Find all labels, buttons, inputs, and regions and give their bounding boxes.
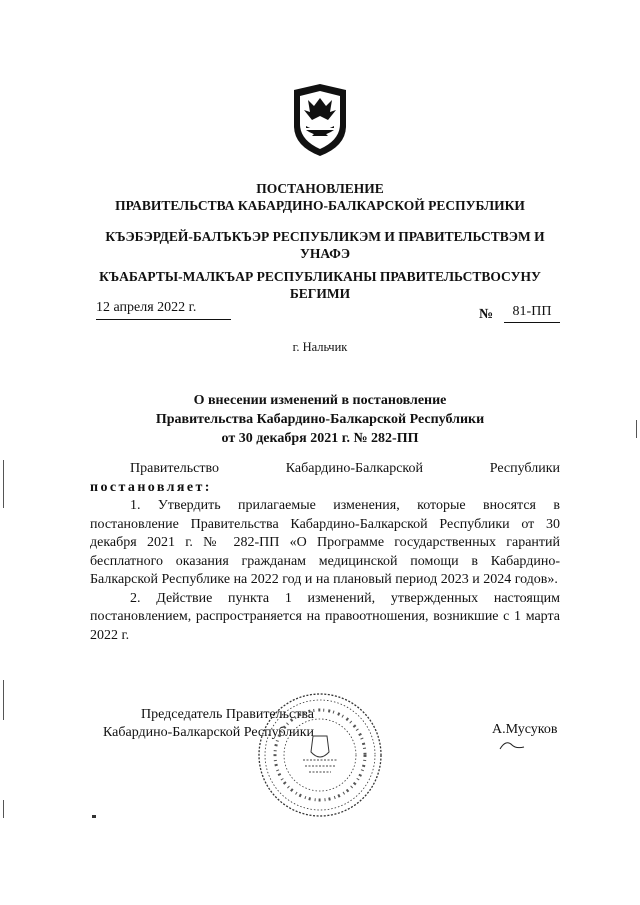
document-subject-line3: от 30 декабря 2021 г. № 282-ПП [221,431,419,446]
document-number-label: № [479,307,494,322]
document-city: г. Нальчик [292,340,348,354]
document-body [90,460,560,645]
scan-edge-mark [636,420,637,438]
signatory-position-line2: Кабардино-Балкарской Республики [103,725,314,740]
government-name-ru: ПРАВИТЕЛЬСТВА КАБАРДИНО-БАЛКАРСКОЙ РЕСПУБЛИКИ [115,198,525,213]
intro-word-3: Республики [489,461,560,476]
coat-of-arms-icon [290,82,350,158]
scan-edge-mark [3,680,4,720]
intro-word-2: Кабардино-Балкарской [285,461,423,476]
scan-edge-mark [3,460,4,508]
government-name-krc-line2: БЕГИМИ [289,286,351,301]
government-name-krc-line1: КЪАБАРТЫ-МАЛКЪАР РЕСПУБЛИКАНЫ ПРАВИТЕЛЬСТВОСУНУ [99,269,541,284]
decree-item-1: 1. Утвердить прилагаемые изменения, которые вносятся в постановление Правительства Кабардино-Балкарской Республики от 30 декабря 2021 г. № 282-ПП «О Программе государственных гарантий бесплатного оказания гражданам медицинской помощи в Кабардино-Балкарской Республике на 2022 год и на плановый период 2023 и 2024 годов». [90,498,560,587]
decree-word: постановляет: [90,479,212,495]
scan-dot-mark [92,815,96,818]
document-subject-line1: О внесении изменений в постановление [193,393,447,408]
document-type-title: ПОСТАНОВЛЕНИЕ [256,181,384,196]
government-name-kbd: КЪЭБЭРДЕЙ-БАЛЪКЪЭР РЕСПУБЛИКЭМ И ПРАВИТЕЛЬСТВЭМ И УНАФЭ [105,229,545,261]
scan-edge-mark [3,800,4,818]
intro-line [90,460,560,479]
signatory-name: А.Мусуков [492,722,558,737]
document-subject-line2: Правительства Кабардино-Балкарской Республики [155,412,485,427]
signatory-position-line1: Председатель Правительства [141,707,314,722]
document-date: 12 апреля 2022 г. [96,300,231,320]
signature-mark-icon [498,737,528,751]
official-seal-icon [255,690,385,820]
decree-item-2: 2. Действие пункта 1 изменений, утвержденных настоящим постановлением, распространяется на правоотношения, возникшие с 1 марта 2022 г. [90,590,560,643]
document-number: 81-ПП [504,304,560,323]
intro-word-1: Правительство [130,461,219,476]
